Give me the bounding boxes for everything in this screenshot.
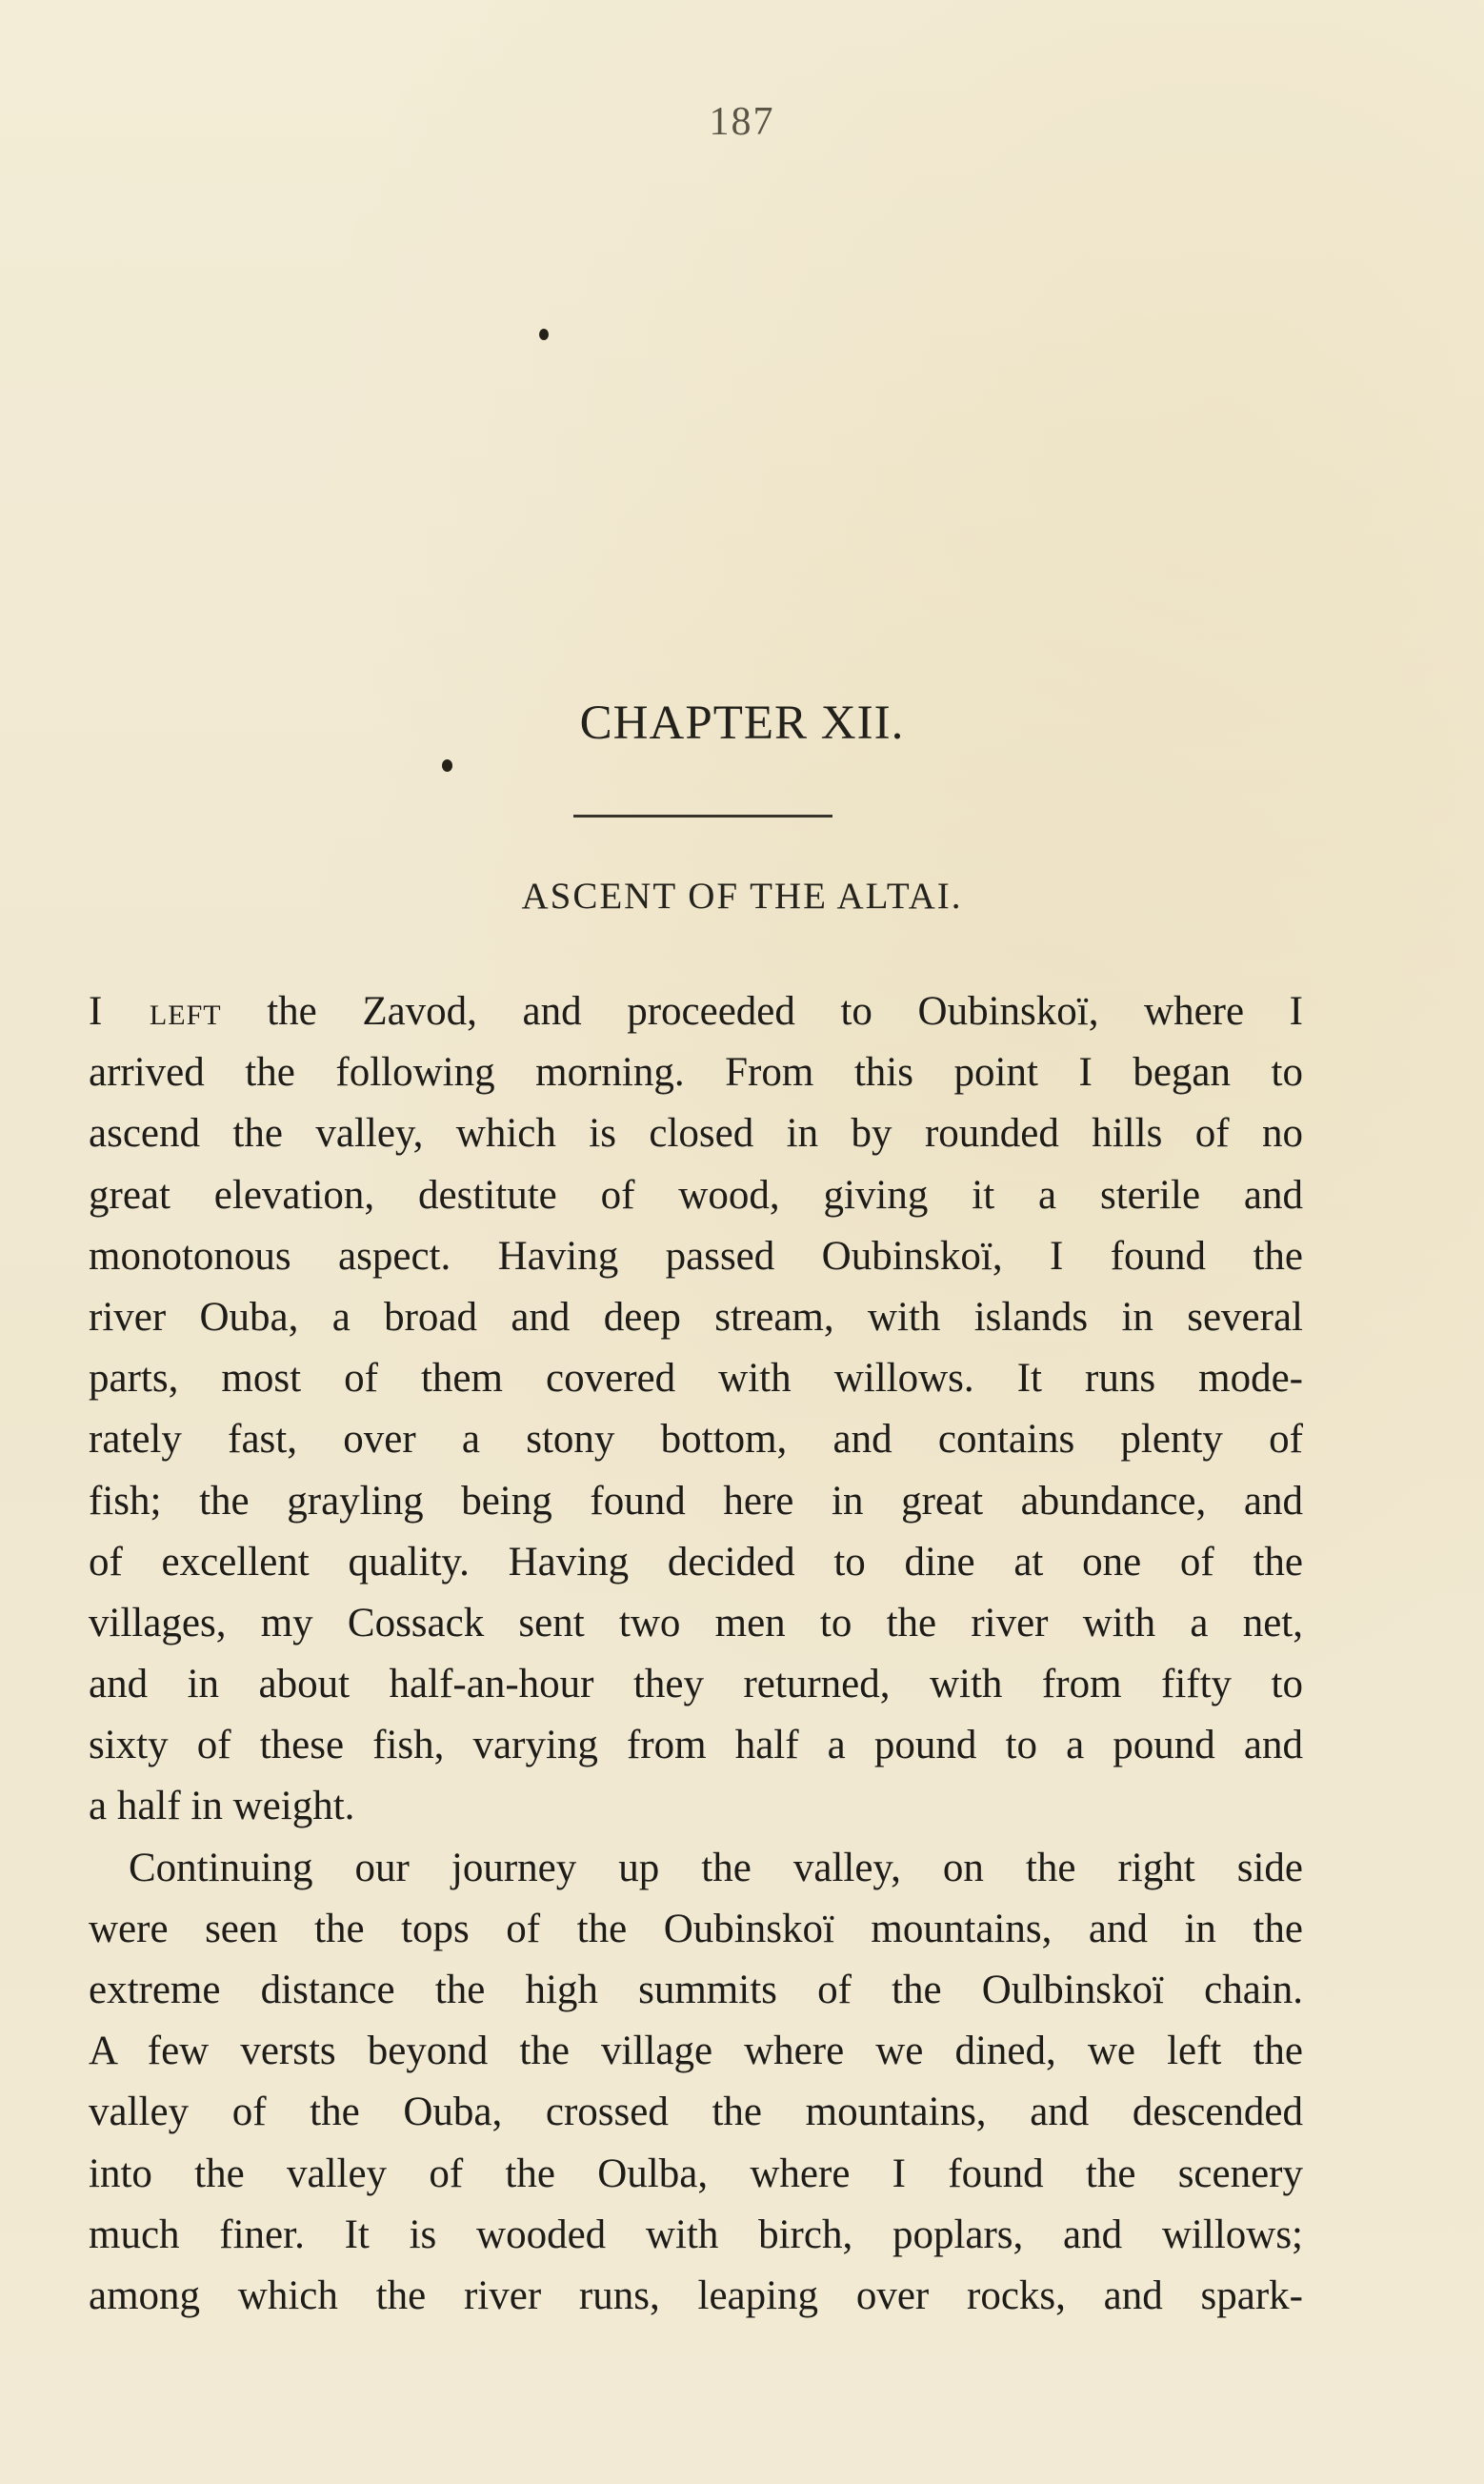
page-number: 187 — [709, 100, 775, 144]
ink-speck — [442, 759, 452, 772]
text-line: arrived the following morning. From this point I began to — [89, 1050, 1303, 1096]
text-line: monotonous aspect. Having passed Oubinskoï, I found the — [89, 1233, 1303, 1279]
text-line: villages, my Cossack sent two men to the river with a net, — [89, 1600, 1303, 1646]
section-title: ASCENT OF THE ALTAI. — [521, 876, 963, 917]
text-line — [89, 981, 1303, 1042]
ink-speck — [539, 329, 549, 340]
text-line: of excellent quality. Having decided to dine at one of the — [89, 1539, 1303, 1585]
text-line: a half in weight. — [89, 1784, 355, 1829]
text-line: valley of the Ouba, crossed the mountains, and descended — [89, 2090, 1303, 2135]
text-line: Continuing our journey up the valley, on the right side — [129, 1845, 1303, 1890]
text-line: into the valley of the Oulba, where I found the scenery — [89, 2151, 1303, 2196]
line-text: the Zavod, and proceeded to Oubinskoï, where I — [221, 989, 1303, 1034]
text-line: parts, most of them covered with willows. It runs mode- — [89, 1356, 1303, 1402]
body-text — [89, 981, 1303, 2327]
text-line: river Ouba, a broad and deep stream, with islands in several — [89, 1294, 1303, 1340]
text-line: great elevation, destitute of wood, giving it a sterile and — [89, 1172, 1303, 1218]
text-line: among which the river runs, leaping over rocks, and spark- — [89, 2272, 1303, 2318]
text-line: sixty of these fish, varying from half a pound to a pound and — [89, 1723, 1303, 1768]
opening-word: I left — [89, 989, 222, 1034]
chapter-rule — [573, 815, 832, 818]
text-line: A few versts beyond the village where we dined, we left the — [89, 2029, 1303, 2074]
text-line: were seen the tops of the Oubinskoï mountains, and in the — [89, 1906, 1303, 1951]
text-line: rately fast, over a stony bottom, and contains plenty of — [89, 1417, 1303, 1463]
text-line: much finer. It is wooded with birch, poplars, and willows; — [89, 2211, 1303, 2257]
chapter-title: CHAPTER XII. — [579, 697, 905, 750]
text-line: and in about half-an-hour they returned, with from fifty to — [89, 1662, 1303, 1707]
text-line: extreme distance the high summits of the Oulbinskoï chain. — [89, 1968, 1303, 2012]
text-line: fish; the grayling being found here in great abundance, and — [89, 1478, 1303, 1524]
text-line: ascend the valley, which is closed in by rounded hills of no — [89, 1111, 1303, 1157]
